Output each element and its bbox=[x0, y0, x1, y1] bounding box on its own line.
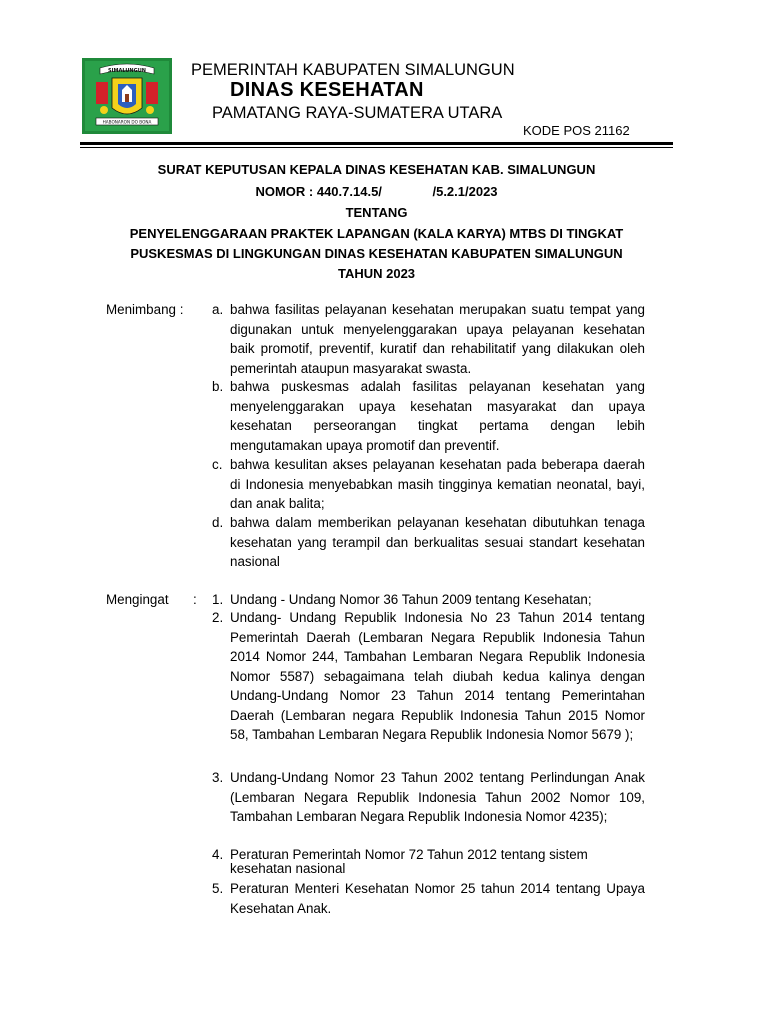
decree-tentang: TENTANG bbox=[345, 205, 408, 220]
letterhead-government: PEMERINTAH KABUPATEN SIMALUNGUN bbox=[191, 61, 515, 79]
menimbang-item-d: bahwa dalam memberikan pelayanan kesehatan dibutuhkan tenaga kesehatan yang terampil dan berkualitas sesuai standart kesehatan nasional bbox=[230, 515, 645, 569]
letterhead-agency: DINAS KESEHATAN bbox=[230, 79, 424, 101]
mengingat-label: Mengingat bbox=[106, 592, 169, 607]
mengingat-marker-4: 4. bbox=[212, 847, 224, 862]
decree-title: SURAT KEPUTUSAN KEPALA DINAS KESEHATAN KAB. SIMALUNGUN bbox=[157, 162, 596, 177]
menimbang-marker-a: a. bbox=[212, 302, 224, 317]
mengingat-item-4-line-2: kesehatan nasional bbox=[230, 861, 346, 876]
letterhead-postal-code: KODE POS 21162 bbox=[523, 123, 630, 138]
menimbang-marker-d: d. bbox=[212, 515, 224, 530]
mengingat-item-1: Undang - Undang Nomor 36 Tahun 2009 tentang Kesehatan; bbox=[230, 592, 592, 607]
menimbang-item-b: bahwa puskesmas adalah fasilitas pelayanan kesehatan yang menyelenggarakan upaya kesehatan masyarakat dan upaya kesehatan perseorangan tingkat pertama dengan lebih mengutamakan upaya promotif dan preventif. bbox=[230, 379, 645, 453]
decree-subject-line-1: PENYELENGGARAAN PRAKTEK LAPANGAN (KALA KARYA) MTBS DI TINGKAT bbox=[129, 226, 624, 241]
mengingat-marker-1: 1. bbox=[212, 592, 224, 607]
mengingat-item-5: Peraturan Menteri Kesehatan Nomor 25 tahun 2014 tentang Upaya Kesehatan Anak. bbox=[230, 881, 645, 916]
svg-text:HABONARON DO BONA: HABONARON DO BONA bbox=[102, 119, 152, 125]
menimbang-marker-c: c. bbox=[212, 457, 223, 472]
letterhead-rule-thick bbox=[80, 142, 673, 145]
menimbang-label: Menimbang : bbox=[106, 302, 184, 317]
svg-text:SIMALUNGUN: SIMALUNGUN bbox=[108, 68, 146, 74]
mengingat-item-3: Undang-Undang Nomor 23 Tahun 2002 tentang Perlindungan Anak (Lembaran Negara Republik Indonesia Tahun 2002 Nomor 109, Tambahan Lembaran Negara Republik Indonesia Nomor 4235); bbox=[230, 770, 645, 824]
mengingat-item-2: Undang- Undang Republik Indonesia No 23 Tahun 2014 tentang Pemerintah Daerah (Lembaran Negara Republik Indonesia Tahun 2014 Nomor 244, Tambahan Lembaran Negara Republik Indonesia Nomor 5587) sebagaimana telah diubah kedua kalinya dengan Undang-Undang Nomor 23 Tahun 2014 tentang Pemerintahan Daerah (Lembaran negara Republik Indonesia Tahun 2015 Nomor 58, Tambahan Lembaran Negara Republik Indonesia Nomor 5679 ); bbox=[230, 610, 645, 742]
mengingat-colon: : bbox=[193, 592, 197, 607]
menimbang-item-c: bahwa kesulitan akses pelayanan kesehatan pada beberapa daerah di Indonesia menyebabkan masih tingginya kematian neonatal, bayi, dan anak balita; bbox=[230, 457, 645, 511]
mengingat-marker-2: 2. bbox=[212, 610, 224, 625]
menimbang-marker-b: b. bbox=[212, 379, 224, 394]
mengingat-marker-5: 5. bbox=[212, 881, 224, 896]
mengingat-marker-3: 3. bbox=[212, 770, 224, 785]
mengingat-item-4-line-1: Peraturan Pemerintah Nomor 72 Tahun 2012 tentang sistem bbox=[230, 847, 588, 862]
decree-number: NOMOR : 440.7.14.5/ /5.2.1/2023 bbox=[255, 184, 498, 199]
simalungun-crest-logo bbox=[82, 58, 172, 134]
letterhead-rule-thin bbox=[80, 147, 673, 148]
menimbang-item-a: bahwa fasilitas pelayanan kesehatan merupakan suatu tempat yang digunakan untuk menyelenggarakan upaya pelayanan kesehatan baik promotif, preventif, kuratif dan rehabilitatif yang dilakukan oleh pemerintah ataupun masyarakat swasta. bbox=[230, 302, 645, 376]
decree-subject-year: TAHUN 2023 bbox=[337, 266, 416, 281]
decree-subject-line-2: PUSKESMAS DI LINGKUNGAN DINAS KESEHATAN KABUPATEN SIMALUNGUN bbox=[130, 246, 623, 261]
letterhead-address: PAMATANG RAYA-SUMATERA UTARA bbox=[212, 104, 503, 122]
